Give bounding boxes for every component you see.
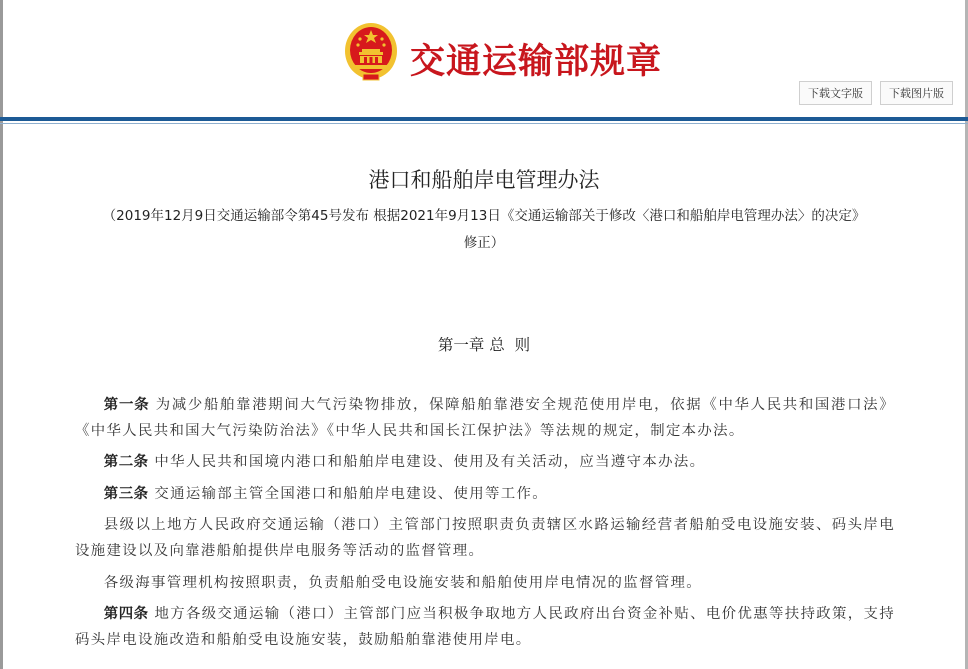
article-label: 第四条 [103, 606, 149, 623]
article-paragraph [75, 450, 895, 476]
subtitle-line-1: （2019年12月9日交通运输部令第45号发布 根据2021年9月13日《交通运输部关于修改〈港口和船舶岸电管理办法〉的决定》 [102, 208, 866, 224]
chapter-heading: 第一章 总 则 [437, 336, 531, 354]
article-text: 中华人民共和国境内港口和船舶岸电建设、使用及有关活动，应当遵守本办法。 [154, 454, 706, 471]
site-title: 交通运输部规章 [410, 41, 663, 82]
article-text: 县级以上地方人民政府交通运输（港口）主管部门按照职责负责辖区水路运输经营者船舶受电设施安装、码头岸电设施建设以及向靠港船舶提供岸电服务等活动的监督管理。 [75, 517, 895, 559]
page-header [0, 0, 968, 118]
article-text: 交通运输部主管全国港口和船舶岸电建设、使用等工作。 [154, 485, 548, 502]
download-image-version-button[interactable]: 下载图片版 [880, 81, 953, 105]
article-paragraph [75, 393, 895, 444]
header-divider [0, 117, 968, 121]
article-text: 为减少船舶靠港期间大气污染物排放，保障船舶靠港安全规范使用岸电，依据《中华人民共和国港口法》《中华人民共和国大气污染防治法》《中华人民共和国长江保护法》等法规的规定，制定本办法。 [75, 397, 895, 439]
article-text: 各级海事管理机构按照职责，负责船舶受电设施安装和船舶使用岸电情况的监督管理。 [103, 574, 702, 591]
article-paragraph [75, 571, 895, 597]
article-paragraph [75, 482, 895, 508]
article-text: 地方各级交通运输（港口）主管部门应当积极争取地方人民政府出台资金补贴、电价优惠等扶持政策，支持码头岸电设施改造和船舶受电设施安装，鼓励船舶靠港使用岸电。 [75, 606, 895, 648]
article-label: 第二条 [103, 454, 149, 471]
article-paragraph [75, 513, 895, 564]
article-paragraph [75, 602, 895, 653]
subtitle-line-2: 修正） [463, 235, 505, 251]
national-emblem-icon [343, 22, 399, 82]
article-label: 第一条 [103, 397, 150, 413]
document-title: 港口和船舶岸电管理办法 [368, 168, 600, 192]
document-body [75, 393, 895, 659]
document-subtitle [60, 203, 908, 257]
article-label: 第三条 [103, 485, 149, 502]
download-text-version-button[interactable]: 下载文字版 [799, 81, 872, 105]
header-divider-thin [0, 123, 968, 124]
